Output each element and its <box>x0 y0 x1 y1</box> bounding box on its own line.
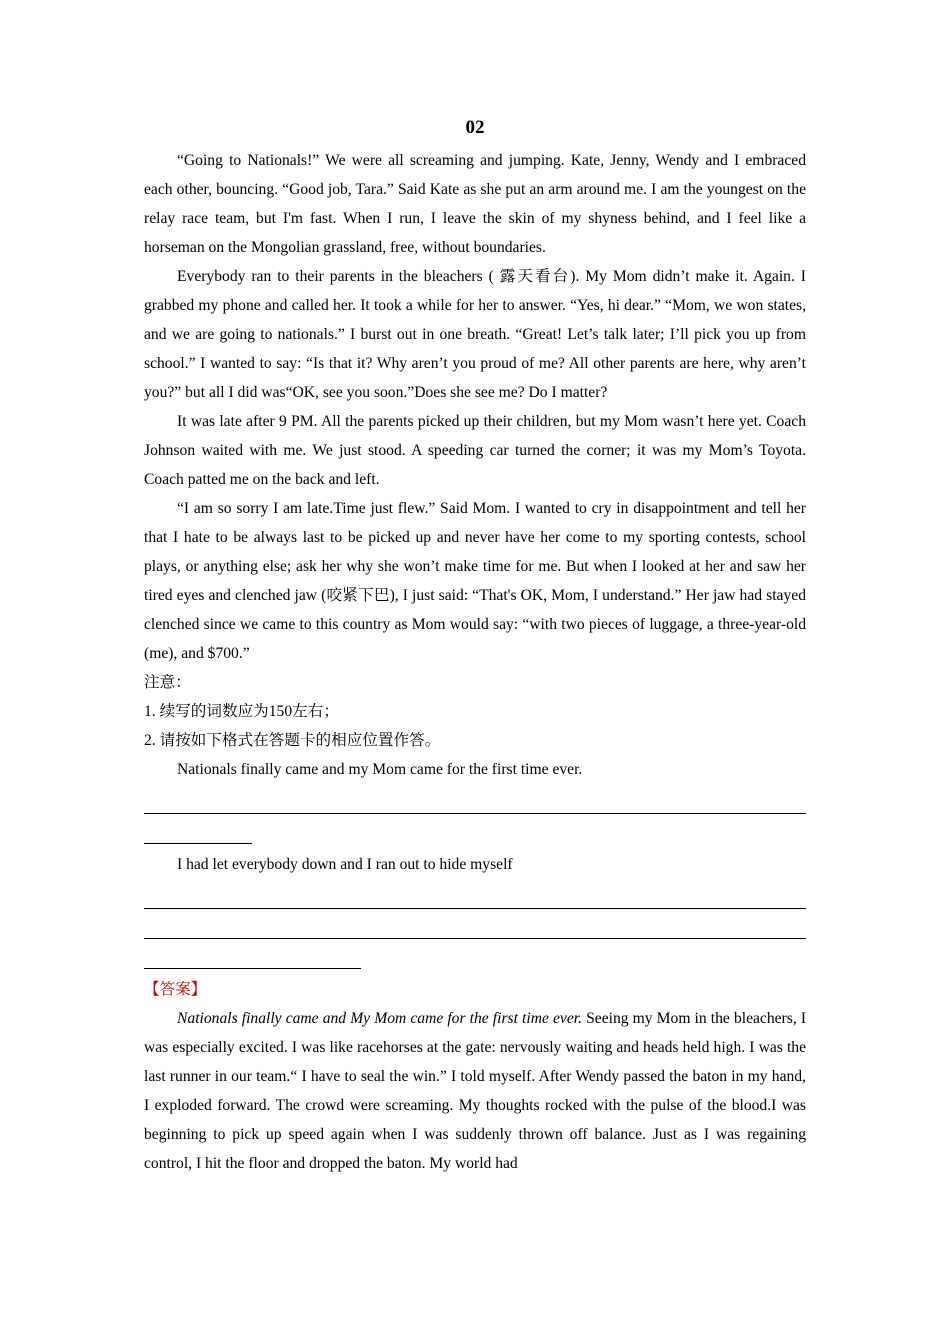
story-paragraph-2: Everybody ran to their parents in the bleachers ( 露天看台). My Mom didn’t make it. Again. I grabbed my phone and called her. It took a while for her to answer. “Yes, hi dear.” “Mom, we won states, and we are going to nationals.” I burst out in one breath. “Great! Let’s talk later; I’ll pick you up from school.” I wanted to say: “Is that it? Why aren’t you proud of me? All other parents are here, why aren’t you?” but all I did was“OK, see you soon.”Does she see me? Do I matter? <box>144 268 806 401</box>
notes-heading: 注意： <box>144 674 191 691</box>
answer-paragraph <box>144 1004 806 1178</box>
document-title: 02 <box>465 117 485 138</box>
story-paragraph-1: “Going to Nationals!” We were all screaming and jumping. Kate, Jenny, Wendy and I embraced each other, bouncing. “Good job, Tara.” Said Kate as she put an arm around me. I am the youngest on the relay race team, but I'm fast. When I run, I leave the skin of my shyness behind, and I feel like a horseman on the Mongolian grassland, free, without boundaries. <box>144 152 806 256</box>
story-paragraph-4: “I am so sorry I am late.Time just flew.” Said Mom. I wanted to cry in disappointment and tell her that I hate to be always last to be picked up and never have her come to my sporting contests, school plays, or anything else; ask her why she won’t make time for me. But when I looked at her and saw her tired eyes and clenched jaw (咬紧下巴), I just said: “That's OK, Mom, I understand.” Her jaw had stayed clenched since we came to this country as Mom would say: “with two pieces of luggage, a three-year-old (me), and $700.” <box>144 500 806 662</box>
notes-item-1: 1. 续写的词数应为150左右； <box>144 703 339 720</box>
answer-line <box>144 954 361 969</box>
answer-italic-lead: Nationals finally came and My Mom came for the first time ever. <box>177 1010 582 1027</box>
document-page <box>144 112 806 1178</box>
answer-text: Seeing my Mom in the bleachers, I was especially excited. I was like racehorses at the gate: nervously waiting and heads held high. I was the last runner in our team.“ I have to seal the win.” I told myself. After Wendy passed the baton in my hand, I exploded forward. The crowd were screaming. My thoughts rocked with the pulse of the blood.I was beginning to pick up speed again when I was suddenly thrown off balance. Just as I was regaining control, I hit the floor and dropped the baton. My world had <box>144 1010 807 1172</box>
answer-line <box>144 829 252 844</box>
answer-line <box>144 894 806 909</box>
answer-line <box>144 799 806 814</box>
continuation-prompt-2: I had let everybody down and I ran out to hide myself <box>177 856 513 873</box>
story-paragraph-3: It was late after 9 PM. All the parents picked up their children, but my Mom wasn’t here yet. Coach Johnson waited with me. We just stood. A speeding car turned the corner; it was my Mom’s Toyota. Coach patted me on the back and left. <box>144 413 806 488</box>
answer-label: 【答案】 <box>144 981 207 998</box>
notes-item-2: 2. 请按如下格式在答题卡的相应位置作答。 <box>144 732 441 749</box>
answer-line <box>144 924 806 939</box>
continuation-prompt-1: Nationals finally came and my Mom came for the first time ever. <box>177 761 583 778</box>
